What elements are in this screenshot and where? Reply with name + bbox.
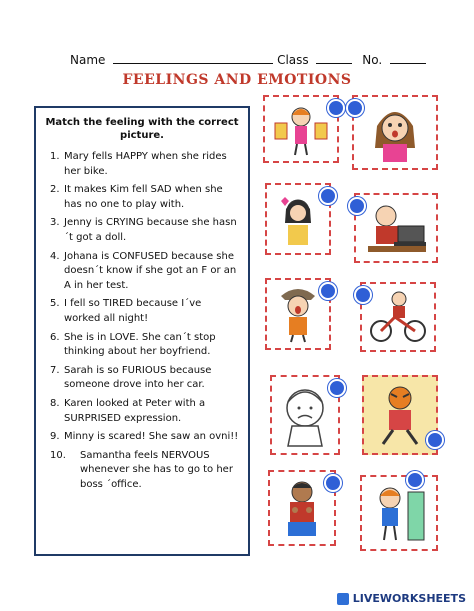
name-label: Name	[70, 53, 106, 67]
surprised-girl-icon	[365, 102, 425, 164]
nervous-girl-icon	[368, 482, 430, 544]
list-item: 5. I fell so TIRED because I´ve worked all night!	[50, 298, 202, 324]
instructions-text: Match the feeling with the correct picture.	[45, 117, 239, 141]
tired-worker-icon	[364, 200, 428, 256]
picture-card	[362, 375, 438, 455]
answer-dot[interactable]	[346, 99, 364, 117]
list-item: 1. Mary fells HAPPY when she rides her bike.	[50, 151, 227, 177]
happy-bike-rider-icon	[367, 289, 429, 345]
picture-card	[265, 278, 331, 350]
brand-label: LIVEWORKSHEETS	[352, 592, 466, 605]
girl-in-love-icon	[271, 189, 325, 249]
liveworksheets-logo-icon	[337, 593, 349, 605]
list-item: 4. Johana is CONFUSED because she doesn´t know if she got an F or an A in her test.	[50, 250, 237, 291]
confused-girl-icon	[271, 101, 331, 157]
page-title: FEELINGS AND EMOTIONS	[122, 72, 352, 88]
picture-card	[263, 95, 339, 163]
answer-dot[interactable]	[328, 379, 346, 397]
picture-card	[270, 375, 340, 455]
picture-card	[268, 470, 336, 546]
picture-card	[360, 475, 438, 551]
list-item: 6. She is in LOVE. She can´t stop thinking about her boyfriend.	[50, 331, 216, 358]
answer-dot[interactable]	[426, 431, 444, 449]
answer-dot[interactable]	[319, 187, 337, 205]
picture-card	[352, 95, 438, 170]
answer-dot[interactable]	[324, 474, 342, 492]
picture-card	[265, 183, 331, 255]
list-item: 7. Sarah is so FURIOUS because someone drove into her car.	[50, 364, 212, 391]
answer-dot[interactable]	[319, 282, 337, 300]
answer-dot[interactable]	[406, 471, 424, 489]
sad-child-icon	[276, 382, 334, 448]
list-item: 2. It makes Kim fell SAD when she has no one to play with.	[50, 184, 223, 210]
crying-girl-icon	[271, 284, 325, 344]
picture-card	[354, 193, 438, 263]
no-label: No.	[362, 53, 383, 67]
list-item: 10. Samantha feels NERVOUS whenever she has to go to her boss ´office.	[50, 449, 233, 490]
class-field[interactable]	[316, 52, 352, 64]
no-field[interactable]	[390, 52, 426, 64]
list-item: 3. Jenny is CRYING because she hasn´t got a doll.	[50, 217, 237, 243]
answer-dot[interactable]	[327, 99, 345, 117]
furious-man-icon	[369, 382, 431, 448]
instructions-box	[34, 106, 250, 556]
sentence-list	[50, 150, 240, 492]
name-field[interactable]	[113, 52, 273, 64]
answer-dot[interactable]	[354, 286, 372, 304]
list-item: 8. Karen looked at Peter with a SURPRISED expression.	[50, 397, 206, 424]
class-label: Class	[277, 53, 309, 67]
header-line	[70, 52, 426, 67]
list-item: 9. Minny is scared! She saw an ovni!!	[50, 431, 239, 443]
picture-card	[360, 282, 436, 352]
footer-brand	[337, 592, 466, 605]
scared-boy-icon	[273, 476, 331, 540]
answer-dot[interactable]	[348, 197, 366, 215]
